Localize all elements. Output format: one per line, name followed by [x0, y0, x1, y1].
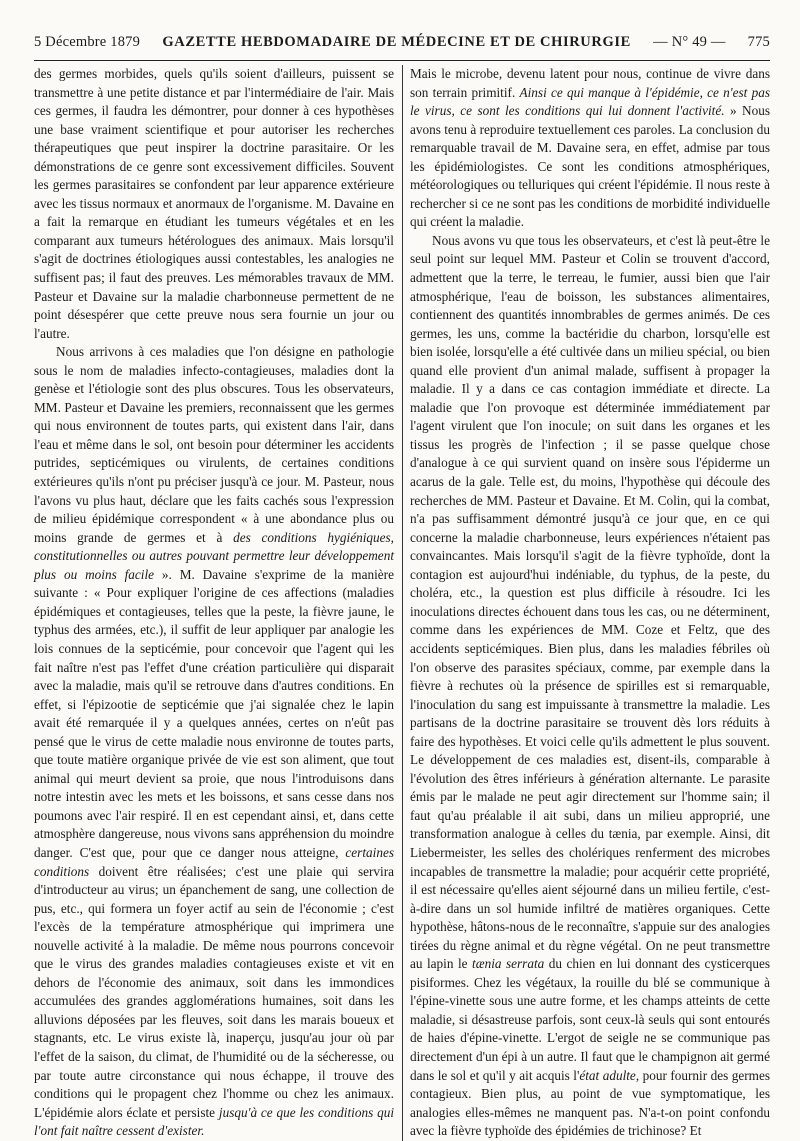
italic-text: tænia serrata — [472, 956, 545, 972]
body-text: » Nous avons tenu à reproduire textuellement ces paroles. La conclusion du remarquable travail de M. Davaine sera, en effet, admise par tous les épidémiologistes. Ce sont les conditions atmosphériques, météorologiques ou telluriques qui créent l'épidémie. Il nous reste à rechercher si ce ne sont pas les conditions de morbidité individuelle qui créent la maladie. — [410, 103, 770, 230]
italic-text: jusqu'à ce que les conditions qui l'ont fait naître cessent d'exister. — [34, 1104, 394, 1139]
page-number: 775 — [747, 34, 770, 50]
running-header — [34, 34, 770, 58]
body-text: Nous avons vu que tous les observateurs, et c'est là peut-être le seul point sur lequel MM. Pasteur et Colin se trouvent d'accord, admettent que la terre, le terreau, le fumier, aussi bien que l'air atmosphérique, l'eau de boisson, les substances alimentaires, contiennent des quantités innombrables de germes animés. De ces germes, les uns, comme la bactéridie du charbon, lorsqu'elle est bien isolée, lorsqu'elle a été cultivée dans un milieu spécial, ou bien quand elle provient d'un animal malade, suffisent à propager la maladie. Il y a dans ce cas contagion immédiate et directe. La maladie que l'on provoque est déterminée immédiatement par l'agent virulent que l'on inocule; on suit dans les organes et les tissus les progrès de l'infection ; il se passe quelque chose d'analogue à ce qui survient quand on insère sous l'épiderme un acarus de la gale. Telle est, du moins, l'hypothèse qui découle des recherches de MM. Pasteur et Davaine. Et M. Colin, qui la combat, n'a pas suffisamment démontré jusqu'à ce jour que, en ce qui concerne la maladie charbonneuse, leurs expériences n'étaient pas convaincantes. Mais lorsqu'il s'agit de la fièvre typhoïde, dont la contagion est aujourd'hui indéniable, du typhus, de la peste, du choléra, etc., la question est plus difficile à résoudre. Ici les inoculations directes échouent dans tous les cas, ou ne déterminent, comme dans les expériences de MM. Coze et Feltz, que des accidents septicémiques. Bien plus, dans les maladies fébriles où l'on observe des parasites spéciaux, comme, par exemple dans la fièvre à rechutes où la présence de spirilles est si remarquable, l'inoculation du sang est impuissante à transmettre la maladie. Les partisans de la doctrine parasitaire se trouvent dès lors réduits à faire des hypothèses. Et voici celle qu'ils admettent le plus souvent. Le développement de ces maladies est, disent-ils, comparable à l'évolution des êtres inférieurs à génération alternante. Le parasite émis par le malade ne peut agir directement sur l'homme sain; il faut qu'au préalable il ait subi, dans un milieu approprié, une transformation analogue à celles du tænia, par exemple. Ainsi, dit Liebermeister, les selles des cholériques renferment des microbes incapables de transmettre la maladie; pour acquérir cette propriété, il est nécessaire qu'elles aient séjourné dans un milieu fertile, c'est-à-dire dans un sol humide infiltré de matières organiques. Cette hypothèse, hâtons-nous de le reconnaître, s'appuie sur des analogies tirées du règne animal et du règne végétal. On ne peut transmettre au lapin le — [410, 232, 770, 972]
italic-text: état adulte — [579, 1067, 636, 1083]
left-column — [34, 65, 394, 1141]
paragraph — [410, 65, 770, 232]
issue-number: — N° 49 — — [653, 34, 726, 50]
body-text: , pour fournir des germes contagieux. Bien plus, au point de vue symptomatique, les analogies elles-mêmes ne manquent pas. N'a-t-on point confondu avec la fièvre typhoïde des épidémies de trichinose? Et — [410, 1067, 770, 1139]
italic-text: certaines conditions — [34, 844, 394, 879]
body-text: des germes morbides, quels qu'ils soient d'ailleurs, puissent se transmettre à une petite distance et par l'intermédiaire de l'air. Mais ces germes, il faudra les démontrer, pour donner à ces hypothèses une base vraiment scientifique et pour autoriser les recherches thérapeutiques que peut inspirer la doctrine parasitaire. Or les démonstrations de ce genre sont excessivement difficiles. Souvent les germes parasitaires se confondent par leur apparence extérieure avec les tissus normaux et anormaux de l'organisme. M. Davaine en a fait la remarque en étudiant les tumeurs végétales et en les comparant aux tumeurs hétérologues des animaux. Mais lorsqu'il s'agit de doctrines étiologiques aussi contestables, les analogies ne suffisent pas; il faut des preuves. Les mémorables travaux de MM. Pasteur et Davaine sur la maladie charbonneuse permettent de ne point désespérer que cette preuve nous sera fournie un jour ou l'autre. — [34, 66, 394, 341]
body-text: Nous arrivons à ces maladies que l'on désigne en pathologie sous le nom de maladies infecto-contagieuses, maladies dont la genèse et l'étiologie sont des plus obscures. Tous les observateurs, MM. Pasteur et Davaine les premiers, reconnaissent que les germes qui nous environnent de toutes parts, qui existent dans l'air, dans l'eau et même dans le sol, ont besoin pour déterminer les accidents putrides, septicémiques ou virulents, de certaines conditions extérieures qu'ils n'ont pu préciser jusqu'à ce jour. M. Pasteur, nous l'avons vu plus haut, déclare que les faits cachés sous l'expression de milieu épidémique correspondent « à une abondance plus ou moins grande de germes et à — [34, 344, 394, 545]
paragraph — [34, 343, 394, 1141]
body-text: doivent être réalisées; c'est une plaie qui servira d'introducteur au virus; un épanchement de sang, une collection de pus, etc., qui formera un foyer actif au sein de l'économie ; c'est l'excès de la température atmosphérique qui imprimera une nouvelle activité à la maladie. De même nous pourrons concevoir que le virus des grandes maladies contagieuses existe et vit en dehors de l'économie des animaux, soit dans les immondices accumulées des grandes agglomérations humaines, soit dans les alluvions déposées par les fleuves, soit dans les marais boueux et stagnants, etc. Le virus existe là, inaperçu, jusqu'au jour où par l'effet de la saison, du climat, de l'humidité ou de la sécheresse, ou par toute autre circonstance qui nous échappe, il trouve des conditions qui le propagent chez l'homme ou chez les animaux. L'épidémie alors éclate et persiste — [34, 863, 394, 1120]
body-text: ». M. Davaine s'exprime de la manière suivante : « Pour expliquer l'origine de ces affections (maladies épidémiques et contagieuses, telles que la peste, la fièvre jaune, le typhus des armées, etc.), il suffit de leur appliquer par analogie les lois connues de la septicémie, pour concevoir que l'agent qui les fait naître n'est pas l'effet d'une création particulière qui disparait avec la maladie, mais qu'il se retrouve dans d'autres conditions. En effet, si l'épizootie de septicémie que j'ai signalée chez le lapin avait été remarquée il y a quelques années, certes on n'eût pas pensé que le virus de cette maladie nous environne de toutes parts, que toute matière organique privée de vie est son aliment, que tout animal qui meurt devient sa proie, que nous l'introduisons dans notre intestin avec les mets et les boissons, et sans cesse dans nos poumons avec l'air respiré. Il en est cependant ainsi, et, dans cette atmosphère dangereuse, nous vivons sans appréhension du moindre danger. C'est que, pour que ce danger nous atteigne, — [34, 566, 394, 860]
paragraph — [410, 232, 770, 1141]
article-columns — [34, 65, 770, 1141]
right-column — [410, 65, 770, 1141]
paragraph — [34, 65, 394, 343]
body-text: du chien en lui donnant des cysticerques pisiformes. Chez les végétaux, la rouille du blé se communique à l'épine-vinette sous une autre forme, et les champs atteints de cette maladie, si désastreuse parfois, sont ceux-là seuls qui sont entourés de haies d'épine-vinette. L'ergot de seigle ne se communique pas directement d'un épi à un autre. Il faut que le champignon ait germé dans le sol et qu'il y ait acquis l' — [410, 956, 771, 1083]
journal-title: GAZETTE HEBDOMADAIRE DE MÉDECINE ET DE CHIRURGIE — [162, 34, 631, 50]
italic-text: des conditions hygiéniques, constitutionnelles ou autres pouvant permettre leur développement plus ou moins facile — [34, 529, 394, 582]
header-rule — [34, 60, 770, 61]
column-divider — [402, 65, 403, 1141]
italic-text: Ainsi ce qui manque à l'épidémie, ce n'est pas le virus, ce sont les conditions qui lui donnent l'activité. — [410, 84, 770, 119]
body-text: Mais le microbe, devenu latent pour nous, continue de vivre dans son terrain primitif. — [410, 66, 770, 100]
issue-date: 5 Décembre 1879 — [34, 34, 141, 50]
